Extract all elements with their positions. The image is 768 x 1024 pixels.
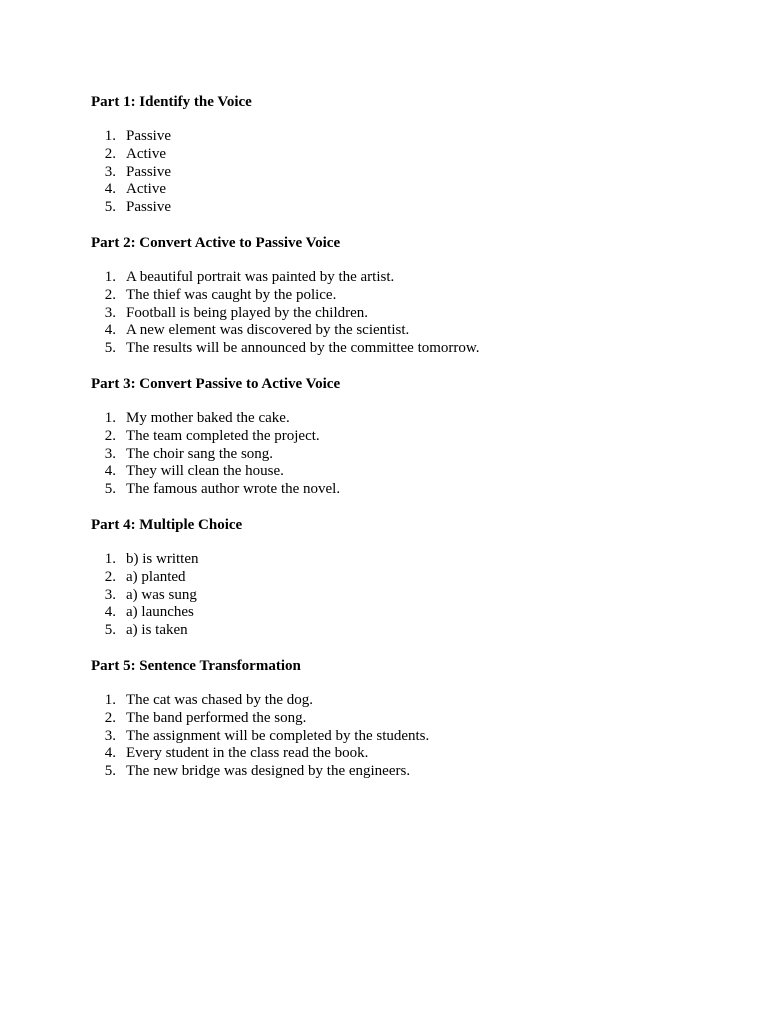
item-text: a) planted <box>126 568 186 585</box>
section-part-1 <box>91 93 768 217</box>
item-text: a) was sung <box>126 586 197 603</box>
list-item <box>91 410 768 428</box>
item-number: 1. <box>104 550 116 567</box>
item-text: A new element was discovered by the scientist. <box>126 322 410 339</box>
item-text: A beautiful portrait was painted by the artist. <box>126 268 395 285</box>
list-item <box>91 446 768 464</box>
item-text: The team completed the project. <box>126 427 320 444</box>
item-text: The famous author wrote the novel. <box>126 481 341 498</box>
item-number: 2. <box>104 568 116 585</box>
item-number: 3. <box>104 586 116 603</box>
item-number: 5. <box>104 199 116 216</box>
item-number: 4. <box>104 181 116 198</box>
item-text: The choir sang the song. <box>126 445 274 462</box>
item-text: Active <box>126 145 166 162</box>
answer-list <box>91 128 768 217</box>
answer-list <box>91 551 768 640</box>
list-item <box>91 463 768 481</box>
list-item <box>91 728 768 746</box>
item-number: 2. <box>104 286 116 303</box>
item-text: The assignment will be completed by the students. <box>126 727 430 744</box>
section-title: Part 3: Convert Passive to Active Voice <box>91 375 341 392</box>
list-item <box>91 128 768 146</box>
item-text: Football is being played by the children. <box>126 304 369 321</box>
item-number: 5. <box>104 340 116 357</box>
list-item <box>91 269 768 287</box>
item-text: The cat was chased by the dog. <box>126 691 314 708</box>
item-number: 4. <box>104 604 116 621</box>
item-text: My mother baked the cake. <box>126 409 290 426</box>
item-text: The band performed the song. <box>126 709 307 726</box>
item-text: Passive <box>126 199 171 216</box>
list-item <box>91 551 768 569</box>
item-number: 3. <box>104 445 116 462</box>
list-item <box>91 692 768 710</box>
item-text: The new bridge was designed by the engineers. <box>126 763 411 780</box>
item-number: 5. <box>104 622 116 639</box>
section-part-5 <box>91 657 768 781</box>
list-item <box>91 745 768 763</box>
item-text: a) is taken <box>126 622 188 639</box>
item-number: 1. <box>104 691 116 708</box>
answer-list <box>91 269 768 358</box>
list-item <box>91 146 768 164</box>
list-item <box>91 287 768 305</box>
item-number: 4. <box>104 463 116 480</box>
section-title: Part 4: Multiple Choice <box>91 516 243 533</box>
item-text: Passive <box>126 163 171 180</box>
item-number: 3. <box>104 304 116 321</box>
list-item <box>91 587 768 605</box>
section-part-2 <box>91 234 768 358</box>
section-title: Part 1: Identify the Voice <box>91 94 252 110</box>
item-number: 4. <box>104 745 116 762</box>
list-item <box>91 164 768 182</box>
item-text: The results will be announced by the committee tomorrow. <box>126 340 480 357</box>
item-text: The thief was caught by the police. <box>126 286 337 303</box>
list-item <box>91 322 768 340</box>
list-item <box>91 428 768 446</box>
section-part-3 <box>91 375 768 499</box>
item-number: 1. <box>104 409 116 426</box>
item-number: 4. <box>104 322 116 339</box>
list-item <box>91 199 768 217</box>
section-part-4 <box>91 516 768 640</box>
item-number: 5. <box>104 481 116 498</box>
answer-list <box>91 692 768 781</box>
item-number: 5. <box>104 763 116 780</box>
item-text: Active <box>126 181 166 198</box>
item-number: 1. <box>104 268 116 285</box>
section-title: Part 2: Convert Active to Passive Voice <box>91 234 341 251</box>
list-item <box>91 181 768 199</box>
list-item <box>91 622 768 640</box>
item-text: b) is written <box>126 550 199 567</box>
list-item <box>91 763 768 781</box>
item-text: Passive <box>126 128 171 144</box>
item-number: 2. <box>104 145 116 162</box>
list-item <box>91 305 768 323</box>
item-number: 1. <box>104 128 116 144</box>
answer-list <box>91 410 768 499</box>
list-item <box>91 710 768 728</box>
list-item <box>91 604 768 622</box>
item-number: 3. <box>104 727 116 744</box>
item-text: Every student in the class read the book. <box>126 745 369 762</box>
list-item <box>91 481 768 499</box>
section-title: Part 5: Sentence Transformation <box>91 657 301 674</box>
list-item <box>91 569 768 587</box>
item-number: 2. <box>104 427 116 444</box>
item-text: a) launches <box>126 604 194 621</box>
item-text: They will clean the house. <box>126 463 284 480</box>
list-item <box>91 340 768 358</box>
item-number: 3. <box>104 163 116 180</box>
item-number: 2. <box>104 709 116 726</box>
